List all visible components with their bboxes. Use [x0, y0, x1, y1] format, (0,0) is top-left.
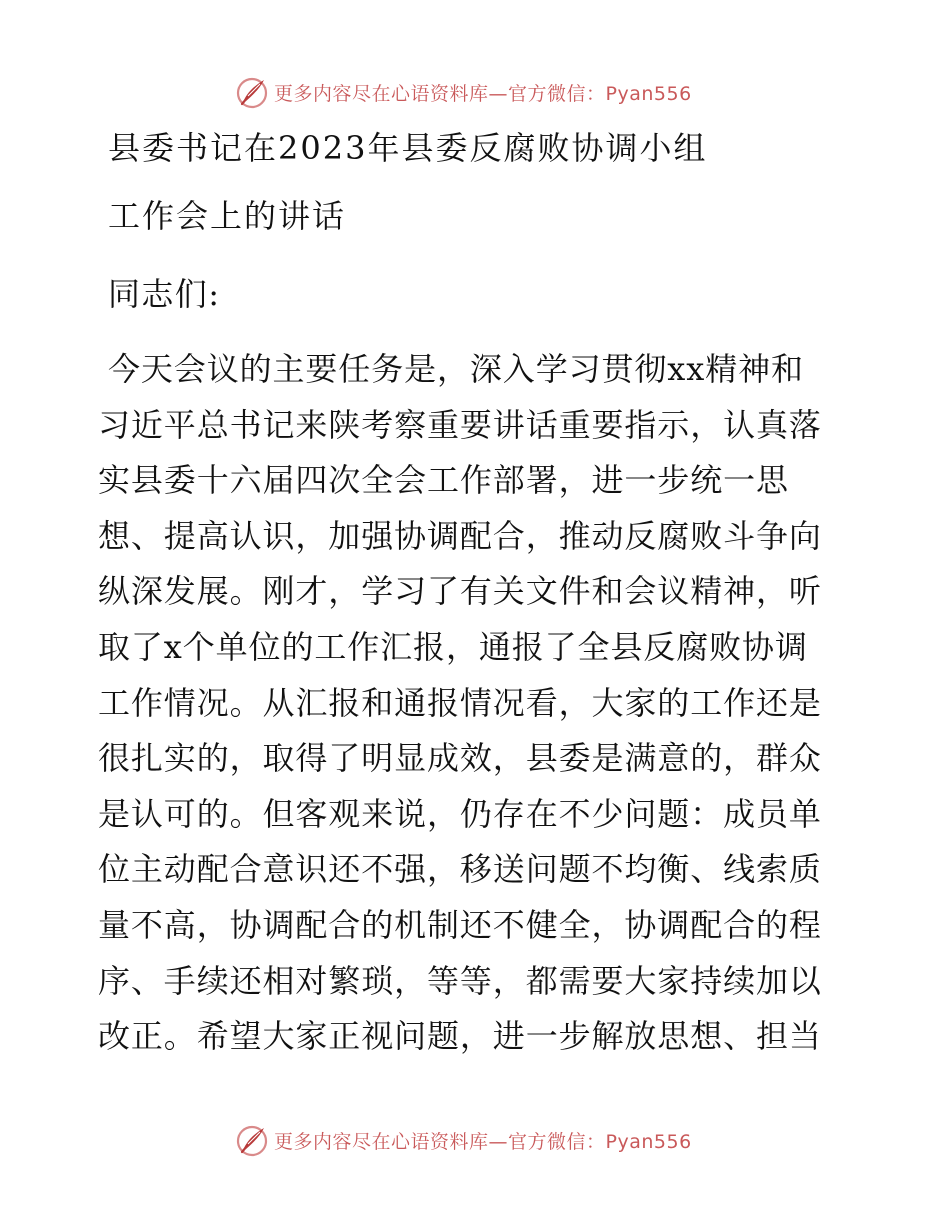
paragraph-line: 量不高，协调配合的机制还不健全，协调配合的程	[98, 905, 822, 944]
paragraph-line: 改正。希望大家正视问题，进一步解放思想、担当	[98, 1017, 822, 1056]
footer-watermark-text	[274, 1127, 692, 1154]
footer-watermark-suffix: 官方微信：Pyan556	[508, 1130, 692, 1153]
header-watermark-banner	[234, 72, 692, 112]
paragraph-line: 习近平总书记来陕考察重要讲话重要指示，认真落	[98, 405, 822, 444]
feather-pen-logo-icon	[234, 74, 270, 110]
paragraph-line: 实县委十六届四次全会工作部署，进一步统一思	[98, 461, 789, 500]
footer-watermark-banner	[234, 1120, 692, 1160]
paragraph-line: 取了x个单位的工作汇报，通报了全县反腐败协调	[98, 627, 808, 666]
paragraph-line: 很扎实的，取得了明显成效，县委是满意的，群众	[98, 739, 822, 778]
footer-watermark-separator: —	[488, 1130, 509, 1153]
paragraph-line: 今天会议的主要任务是，深入学习贯彻xx精神和	[108, 350, 804, 388]
header-watermark-prefix: 更多内容尽在心语资料库	[274, 82, 489, 105]
paragraph-line: 是认可的。但客观来说，仍存在不少问题：成员单	[98, 794, 822, 833]
header-watermark-separator: —	[488, 82, 509, 105]
paragraph-line: 位主动配合意识还不强，移送问题不均衡、线索质	[98, 850, 822, 889]
paragraph-line: 序、手续还相对繁琐，等等，都需要大家持续加以	[98, 961, 822, 1000]
feather-pen-logo-icon	[234, 1122, 270, 1158]
paragraph-line: 想、提高认识，加强协调配合，推动反腐败斗争向	[98, 516, 822, 555]
document-title-line-2: 工作会上的讲话	[108, 197, 347, 235]
salutation: 同志们:	[108, 275, 221, 313]
body-paragraph	[98, 347, 858, 1070]
footer-watermark-prefix: 更多内容尽在心语资料库	[274, 1130, 489, 1153]
paragraph-line: 纵深发展。刚才，学习了有关文件和会议精神，听	[98, 572, 822, 611]
paragraph-line: 工作情况。从汇报和通报情况看，大家的工作还是	[98, 683, 822, 722]
header-watermark-text	[274, 79, 692, 106]
document-title-line-1: 县委书记在2023年县委反腐败协调小组	[108, 129, 708, 167]
header-watermark-suffix: 官方微信：Pyan556	[508, 82, 692, 105]
